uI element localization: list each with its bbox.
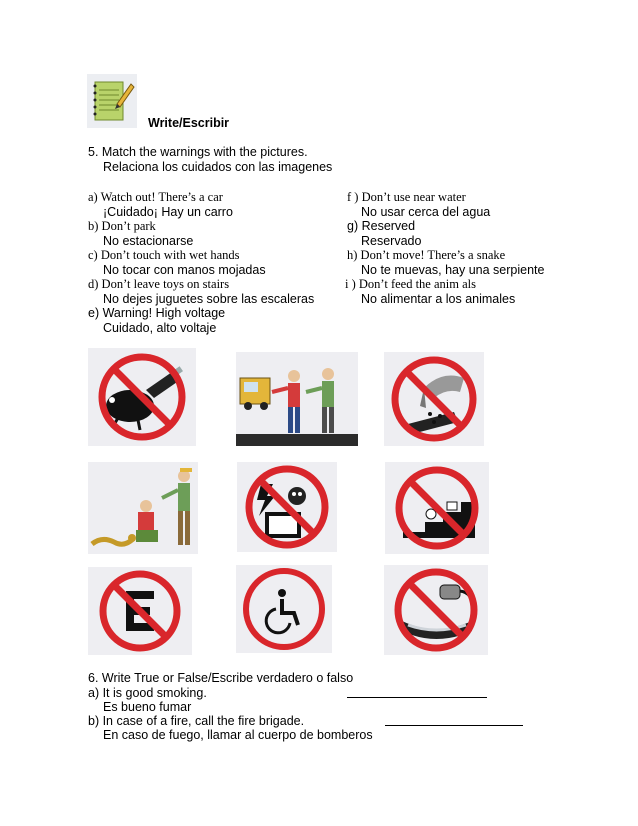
- warning-c-en: c) Don’t touch with wet hands: [88, 248, 240, 262]
- warning-a-es: ¡Cuidado¡ Hay un carro: [103, 205, 233, 219]
- exercise5-subheading: Relaciona los cuidados con las imagenes: [103, 160, 333, 174]
- warning-e-es: Cuidado, alto voltaje: [103, 321, 217, 335]
- answer-line-a[interactable]: [347, 697, 487, 698]
- warning-c-es: No tocar con manos mojadas: [103, 263, 266, 277]
- warning-g-en: g) Reserved: [347, 219, 416, 233]
- statement-a-es: Es bueno fumar: [103, 700, 192, 714]
- no-feeding-animals-icon: [88, 348, 196, 446]
- warning-b-es: No estacionarse: [103, 234, 194, 248]
- no-appliance-near-water-icon: [384, 565, 488, 655]
- exercise6-heading: 6. Write True or False/Escribe verdadero o falso: [88, 671, 354, 685]
- warning-h-en: h) Don’t move! There’s a snake: [347, 248, 506, 262]
- warning-i-es: No alimentar a los animales: [361, 292, 516, 306]
- warning-f-es: No usar cerca del agua: [361, 205, 491, 219]
- no-wet-hands-icon: [384, 352, 484, 446]
- people-and-car-icon: [236, 352, 358, 446]
- warning-e-en: e) Warning! High voltage: [88, 306, 226, 320]
- warning-a-en: a) Watch out! There’s a car: [88, 190, 223, 204]
- answer-line-b[interactable]: [385, 725, 523, 726]
- exercise5-heading: 5. Match the warnings with the pictures.: [88, 145, 308, 159]
- warning-g-es: Reservado: [361, 234, 422, 248]
- snake-warning-icon: [88, 462, 198, 554]
- no-toys-on-stairs-icon: [385, 462, 489, 554]
- page-title: Write/Escribir: [148, 116, 230, 130]
- warning-h-es: No te muevas, hay una serpiente: [361, 263, 545, 277]
- warning-i-en: i ) Don’t feed the anim als: [345, 277, 476, 291]
- statement-b-es: En caso de fuego, llamar al cuerpo de bomberos: [103, 728, 373, 742]
- statement-a: a) It is good smoking.: [88, 686, 207, 700]
- warning-d-es: No dejes juguetes sobre las escaleras: [103, 292, 315, 306]
- notebook-pencil-icon: [87, 74, 137, 128]
- no-parking-icon: [88, 567, 192, 655]
- statement-b: b) In case of a fire, call the fire brigade.: [88, 714, 305, 728]
- warning-d-en: d) Don’t leave toys on stairs: [88, 277, 230, 291]
- high-voltage-icon: [237, 462, 337, 552]
- wheelchair-reserved-icon: [236, 565, 332, 653]
- warning-b-en: b) Don’t park: [88, 219, 156, 233]
- warning-f-en: f ) Don’t use near water: [347, 190, 466, 204]
